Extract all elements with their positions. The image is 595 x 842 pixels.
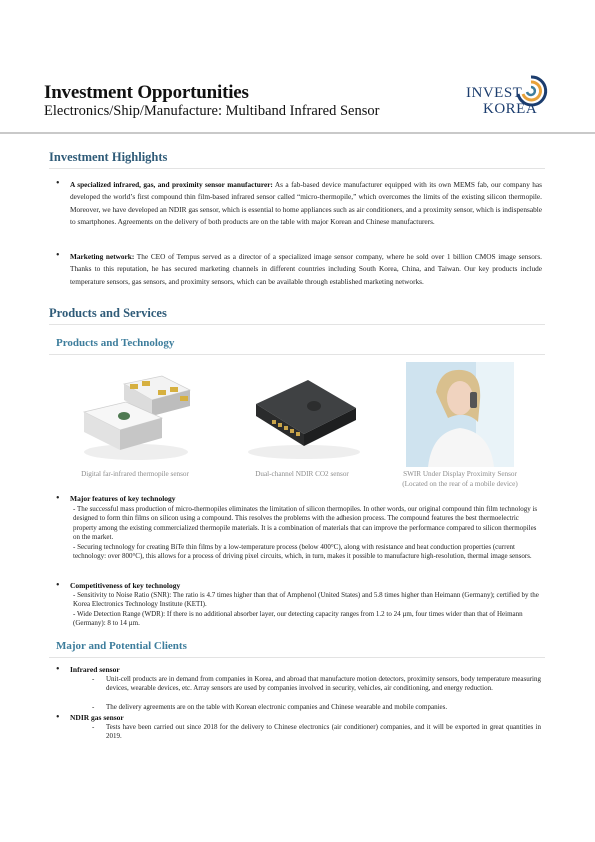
highlight-text: The CEO of Tempus served as a director of a specialized image sensor company, where he sold over 1 billion CMOS image sensors. Thanks to this reputation, he has secured marketing channels in different countries including South Korea, China, and Taiwan. Our key products include temperature sensors, gas sensors, and proximity sensors, which can be available through established marketing networks. bbox=[70, 252, 542, 286]
section-divider bbox=[49, 324, 545, 325]
product-caption: Dual-channel NDIR CO2 sensor bbox=[255, 470, 349, 478]
bullet: • bbox=[56, 178, 60, 189]
dash: - bbox=[92, 723, 95, 731]
bullet: • bbox=[56, 712, 60, 723]
ndir-co2-sensor-image bbox=[238, 364, 366, 466]
product-caption-line1: SWIR Under Display Proximity Sensor bbox=[403, 470, 517, 478]
client-item: Unit-cell products are in demand from companies in Korea, and abroad that manufacture motion detectors, proximity sensors, body temperature measuring devices, wearable devices, etc. Array sensors are used by companies involved in security, vehicles, air conditioning, and energy reduction. bbox=[106, 675, 541, 693]
subheading-products-technology: Products and Technology bbox=[56, 337, 175, 349]
bullet: • bbox=[56, 580, 60, 591]
feature-item: - The successful mass production of micro-thermopiles eliminates the limitation of silicon thermopiles. In other words, our original compound thin film technology is designed to form thin films on silicon using a compound. This resolves the problems with the adhesion process. The compound features the best thermoelectric property among the existing commercialized thermopile materials. It is a combination of materials that can improve the performance compared to silicon thermopiles on the market. bbox=[73, 505, 538, 542]
highlight-lead: A specialized infrared, gas, and proximity sensor manufacturer: bbox=[70, 180, 273, 189]
bullet: • bbox=[56, 250, 60, 261]
client-title-infrared: Infrared sensor bbox=[70, 665, 120, 674]
bullet: • bbox=[56, 493, 60, 504]
competitiveness-item: - Wide Detection Range (WDR): If there is no additional absorber layer, our detecting capacity ranges from 1.2 to 24 µm, four times wider than that of Heimann (Germany): 8 to 14 µm. bbox=[73, 609, 523, 628]
page-title: Investment Opportunities bbox=[44, 82, 249, 103]
client-title-ndir: NDIR gas sensor bbox=[70, 713, 124, 722]
highlight-text: As a fab-based device manufacturer equipped with its own MEMS fab, our company has developed the world’s first compound thin film-based infrared sensor called “micro-thermopile,” which overcomes the limits of the existing silicon thermopile. Moreover, we have developed an NDIR gas sensor, which is essential to home appliances such as air conditioners, and a proximity sensor, which is indispensable to smartphones. Agreements on the delivery of both products are on the table with major Korean and Chinese manufacturers. bbox=[70, 180, 543, 226]
client-item: Tests have been carried out since 2018 for the delivery to Chinese electronics (air conditioner) companies, and it will be exported in great quantities in 2019. bbox=[106, 723, 541, 741]
section-divider bbox=[49, 657, 545, 658]
client-item: The delivery agreements are on the table with Korean electronic companies and Chinese wearable and mobile companies. bbox=[106, 703, 448, 711]
subheading-clients: Major and Potential Clients bbox=[56, 640, 187, 652]
competitiveness-title: Competitiveness of key technology bbox=[70, 581, 181, 590]
competitiveness-list bbox=[73, 591, 543, 629]
bullet: • bbox=[56, 664, 60, 675]
product-caption-line2: (Located on the rear of a mobile device) bbox=[402, 480, 518, 488]
section-divider bbox=[49, 354, 545, 355]
feature-item: - Securing technology for creating BiTe thin films by a low-temperature process (below 400°C), along with resistance and heat conduction properties (current technology: over 800°C), this allows for a process of driving pixel circuits, which, in turn, makes it possible to manufacture high-resolution, thermal image sensors. bbox=[73, 542, 532, 561]
invest-korea-logo bbox=[466, 74, 550, 120]
highlight-paragraph bbox=[70, 251, 542, 288]
logo-text-invest: INVEST bbox=[466, 85, 523, 101]
highlight-paragraph bbox=[70, 179, 542, 228]
dash: - bbox=[92, 675, 95, 683]
highlight-lead: Marketing network: bbox=[70, 252, 135, 261]
dash: - bbox=[92, 703, 95, 711]
thermopile-sensor-image bbox=[74, 366, 194, 466]
competitiveness-item: - Sensitivity to Noise Ratio (SNR): The ratio is 4.7 times higher than that of Amphenol (United States) and 5.8 times higher than Heimann (Germany); certified by the Korea Electronics Technology Institute (KETI). bbox=[73, 591, 539, 609]
proximity-sensor-photo bbox=[406, 362, 514, 467]
logo-text-korea: KOREA bbox=[483, 101, 538, 117]
section-heading-highlights: Investment Highlights bbox=[49, 150, 168, 164]
product-caption: Digital far-infrared thermopile sensor bbox=[81, 470, 189, 478]
page-subtitle: Electronics/Ship/Manufacture: Multiband Infrared Sensor bbox=[44, 103, 380, 119]
logo-swirl-icon bbox=[514, 74, 548, 108]
section-heading-products: Products and Services bbox=[49, 306, 167, 320]
product-caption bbox=[384, 469, 536, 489]
features-title: Major features of key technology bbox=[70, 494, 176, 503]
features-list bbox=[73, 505, 543, 561]
section-divider bbox=[49, 168, 545, 169]
header-divider bbox=[0, 132, 595, 134]
